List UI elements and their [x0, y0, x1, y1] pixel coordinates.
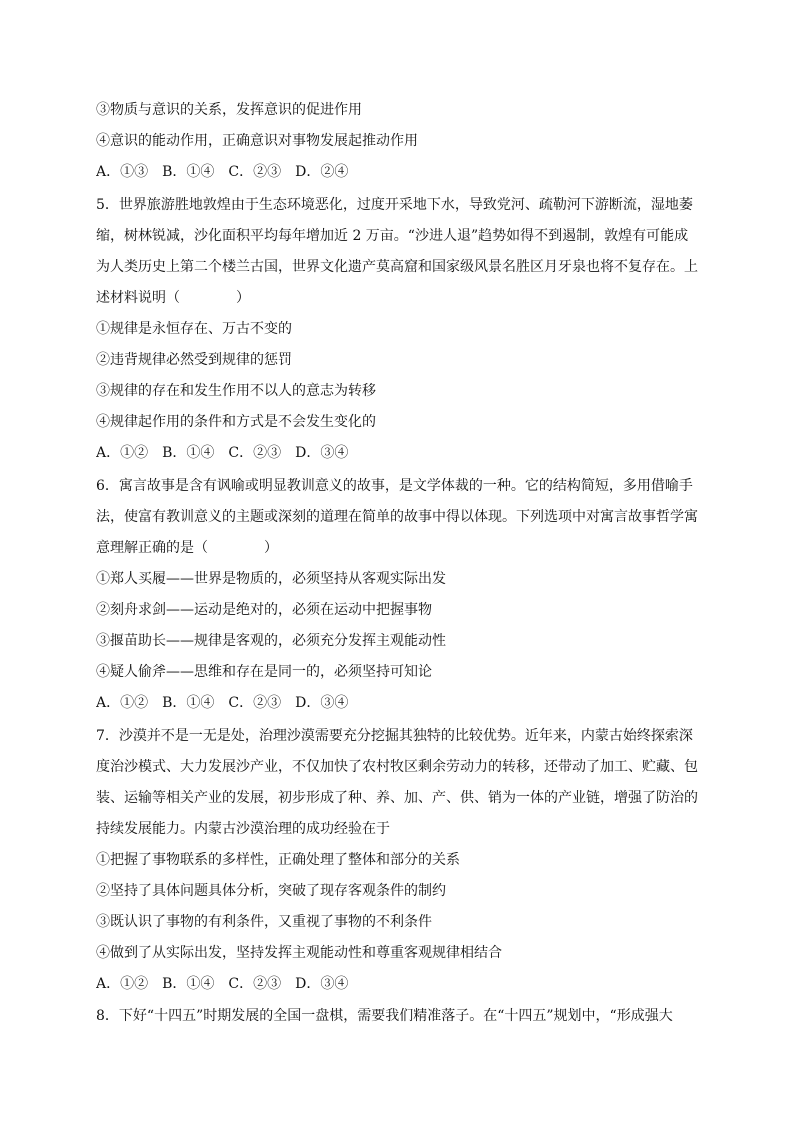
- q7-stem-line-4: 持续发展能力。内蒙古沙漠治理的成功经验在于: [96, 821, 390, 837]
- q5-stem-line-3: 为人类历史上第二个楼兰古国，世界文化遗产莫高窟和国家级风景名胜区月牙泉也将不复存在。上: [96, 259, 698, 275]
- q7-option-2: ②坚持了具体问题具体分析，突破了现存客观条件的制约: [96, 883, 446, 899]
- q7-answer-choices: A．①② B．①④ C．②③ D．③④: [96, 976, 349, 992]
- q7-option-3: ③既认识了事物的有利条件，又重视了事物的不利条件: [96, 914, 432, 930]
- q6-stem-line-3: 意理解正确的是（ ）: [96, 540, 278, 556]
- q8-stem-line-1: 8．下好“十四五”时期发展的全国一盘棋，需要我们精准落子。在“十四五”规划中，“形成强大: [96, 1008, 673, 1024]
- q6-option-1: ①郑人买履——世界是物质的，必须坚持从客观实际出发: [96, 571, 446, 587]
- q4-answer-choices: A．①③ B．①④ C．②③ D．②④: [96, 164, 349, 180]
- q6-option-3: ③揠苗助长——规律是客观的，必须充分发挥主观能动性: [96, 633, 446, 649]
- q7-stem-line-2: 度治沙模式、大力发展沙产业，不仅加快了农村牧区剩余劳动力的转移，还带动了加工、贮藏、包: [96, 759, 698, 775]
- q6-stem-line-2: 法，使富有教训意义的主题或深刻的道理在简单的故事中得以体现。下列选项中对寓言故事哲学寓: [96, 509, 698, 525]
- q5-stem-line-1: 5．世界旅游胜地敦煌由于生态环境恶化，过度开采地下水，导致党河、疏勒河下游断流，湿地萎: [96, 197, 693, 213]
- q5-option-2: ②违背规律必然受到规律的惩罚: [96, 352, 292, 368]
- q5-option-1: ①规律是永恒存在、万古不变的: [96, 321, 292, 337]
- q6-stem-line-1: 6．寓言故事是含有讽喻或明显教训意义的故事，是文学体裁的一种。它的结构简短，多用借喻手: [96, 478, 693, 494]
- q7-option-1: ①把握了事物联系的多样性，正确处理了整体和部分的关系: [96, 852, 460, 868]
- q5-option-4: ④规律起作用的条件和方式是不会发生变化的: [96, 414, 376, 430]
- q4-option-4: ④意识的能动作用，正确意识对事物发展起推动作用: [96, 133, 418, 149]
- q7-stem-line-1: 7．沙漠并不是一无是处，治理沙漠需要充分挖掘其独特的比较优势。近年来，内蒙古始终探索深: [96, 728, 693, 744]
- q6-answer-choices: A．①② B．①④ C．②③ D．③④: [96, 695, 349, 711]
- q5-option-3: ③规律的存在和发生作用不以人的意志为转移: [96, 383, 376, 399]
- q5-stem-line-4: 述材料说明（ ）: [96, 290, 250, 306]
- q5-answer-choices: A．①② B．①④ C．②③ D．③④: [96, 445, 349, 461]
- q5-stem-line-2: 缩，树林锐减，沙化面积平均每年增加近 2 万亩。“沙进人退”趋势如得不到遏制，敦煌有可能成: [96, 228, 689, 244]
- q6-option-2: ②刻舟求剑——运动是绝对的，必须在运动中把握事物: [96, 602, 432, 618]
- q7-option-4: ④做到了从实际出发，坚持发挥主观能动性和尊重客观规律相结合: [96, 945, 502, 961]
- q7-stem-line-3: 装、运输等相关产业的发展，初步形成了种、养、加、产、供、销为一体的产业链，增强了防治的: [96, 790, 698, 806]
- q4-option-3: ③物质与意识的关系，发挥意识的促进作用: [96, 102, 362, 118]
- q6-option-4: ④疑人偷斧——思维和存在是同一的，必须坚持可知论: [96, 664, 432, 680]
